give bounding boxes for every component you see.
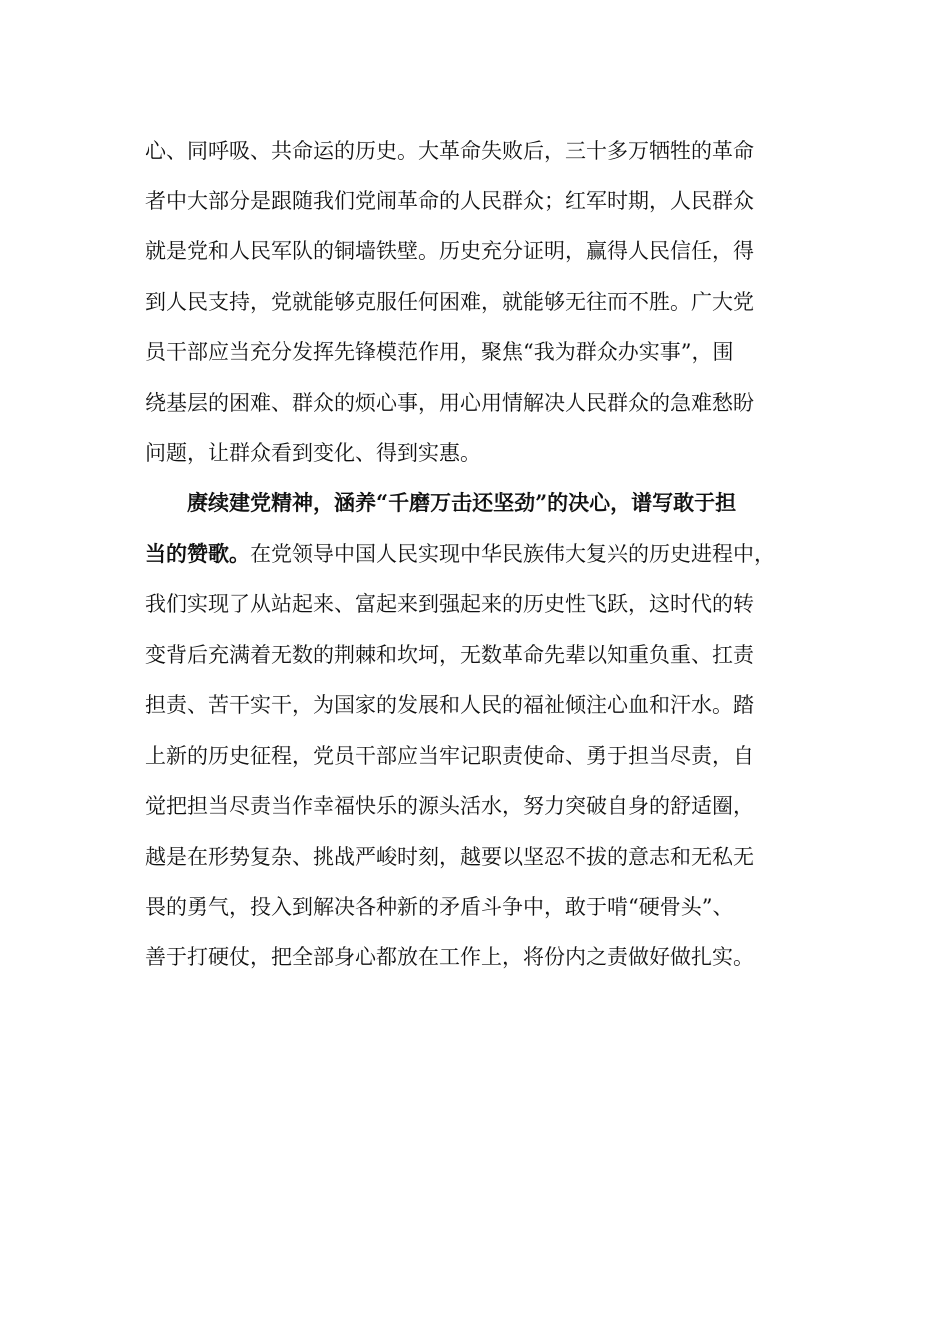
paragraph-line: 越是在形势复杂、挑战严峻时刻，越要以坚忍不拔的意志和无私无 xyxy=(145,845,754,869)
paragraph-line-text: 在党领导中国人民实现中华民族伟大复兴的历史进程中， xyxy=(250,542,775,566)
paragraph-heading: 赓续建党精神，涵养“千磨万击还坚劲”的决心，谱写敢于担 xyxy=(187,490,737,515)
paragraph-line: 问题，让群众看到变化、得到实惠。 xyxy=(145,441,481,465)
paragraph-line: 我们实现了从站起来、富起来到强起来的历史性飞跃，这时代的转 xyxy=(145,592,754,616)
paragraph-line: 到人民支持，党就能够克服任何困难，就能够无往而不胜。广大党 xyxy=(145,290,754,314)
paragraph-line: 上新的历史征程，党员干部应当牢记职责使命、勇于担当尽责，自 xyxy=(145,744,754,768)
paragraph-line: 变背后充满着无数的荆棘和坎坷，无数革命先辈以知重负重、扛责 xyxy=(145,643,754,667)
paragraph-heading-end: 当的赞歌。 xyxy=(145,541,250,566)
paragraph-line: 心、同呼吸、共命运的历史。大革命失败后，三十多万牺牲的革命 xyxy=(145,139,754,163)
paragraph-line: 员干部应当充分发挥先锋模范作用，聚焦“我为群众办实事”，围 xyxy=(145,340,734,364)
paragraph-line: 就是党和人民军队的铜墙铁壁。历史充分证明，赢得人民信任，得 xyxy=(145,239,754,263)
paragraph-line: 善于打硬仗，把全部身心都放在工作上，将份内之责做好做扎实。 xyxy=(145,945,754,969)
paragraph-line: 者中大部分是跟随我们党闹革命的人民群众；红军时期，人民群众 xyxy=(145,189,754,213)
paragraph-line: 畏的勇气，投入到解决各种新的矛盾斗争中，敢于啃“硬骨头”、 xyxy=(145,895,734,919)
paragraph-line: 觉把担当尽责当作幸福快乐的源头活水，努力突破自身的舒适圈， xyxy=(145,794,754,818)
paragraph-line: 担责、苦干实干，为国家的发展和人民的福祉倾注心血和汗水。踏 xyxy=(145,693,754,717)
paragraph-line: 绕基层的困难、群众的烦心事，用心用情解决人民群众的急难愁盼 xyxy=(145,391,754,415)
paragraph-line xyxy=(145,540,775,568)
